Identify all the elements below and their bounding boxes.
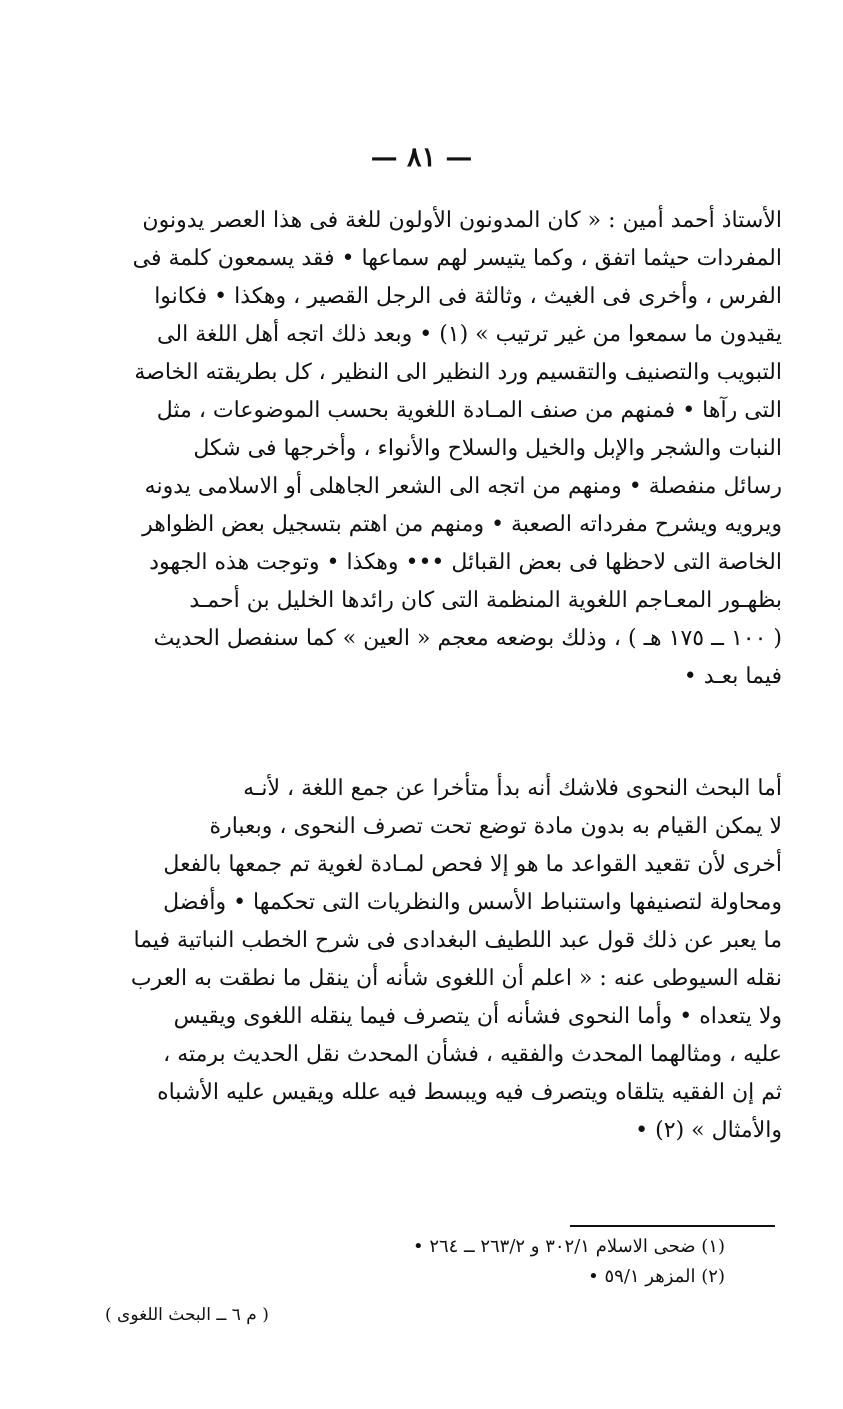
text-line: النبات والشجر والإبل والخيل والسلاح والأنواء ، وأخرجها فى شكل xyxy=(193,436,782,461)
text-line: التى رآها • فمنهم من صنف المـادة اللغوية بحسب الموضوعات ، مثل xyxy=(156,398,782,423)
text-line: بظهـور المعـاجم اللغوية المنظمة التى كان رائدها الخليل بن أحمـد xyxy=(189,588,782,613)
text-line: ومحاولة لتصنيفها واستنباط الأسس والنظريات التى تحكمها • وأفضل xyxy=(163,890,782,915)
text-line: يقيدون ما سمعوا من غير ترتيب » (١) • وبعد ذلك اتجه أهل اللغة الى xyxy=(157,322,782,347)
text-line: لا يمكن القيام به بدون مادة توضع تحت تصرف النحوى ، وبعبارة xyxy=(209,814,782,839)
footnote-divider xyxy=(570,1225,775,1227)
text-line: أما البحث النحوى فلاشك أنه بدأ متأخرا عن جمع اللغة ، لأنـه xyxy=(243,776,782,801)
text-line: ويرويه ويشرح مفرداته الصعبة • ومنهم من اهتم بتسجيل بعض الظواهر xyxy=(142,512,782,537)
text-line: الخاصة التى لاحظها فى بعض القبائل ••• وهكذا • وتوجت هذه الجهود xyxy=(149,550,782,575)
text-line: ما يعبر عن ذلك قول عبد اللطيف البغدادى فى شرح الخطب النباتية فيما xyxy=(133,928,782,953)
text-line: ولا يتعداه • وأما النحوى فشأنه أن يتصرف فيما ينقله اللغوى ويقيس xyxy=(173,1004,782,1029)
footnotes xyxy=(165,1232,725,1292)
footnote: (٢) المزهر ٥٩/١ • xyxy=(588,1266,725,1287)
text-line: الأستاذ أحمد أمين : « كان المدونون الأولون للغة فى هذا العصر يدونون xyxy=(142,208,782,233)
page-number: — ٨١ — xyxy=(370,142,473,173)
text-line: نقله السيوطى عنه : « اعلم أن اللغوى شأنه أن ينقل ما نطقت به العرب xyxy=(130,966,782,991)
text-line: ( ١٠٠ ــ ١٧٥ هـ ) ، وذلك بوضعه معجم « العين » كما سنفصل الحديث xyxy=(153,626,782,651)
paragraph-1 xyxy=(96,202,782,696)
text-line: أخرى لأن تقعيد القواعد ما هو إلا فحص لمـادة لغوية تم جمعها بالفعل xyxy=(163,852,782,877)
text-line: عليه ، ومثالهما المحدث والفقيه ، فشأن المحدث نقل الحديث برمته ، xyxy=(163,1042,782,1067)
footnote: (١) ضحى الاسلام ٣٠٢/١ و ٢٦٣/٢ ــ ٢٦٤ • xyxy=(412,1236,725,1257)
text-line: الفرس ، وأخرى فى الغيث ، وثالثة فى الرجل القصير ، وهكذا • فكانوا xyxy=(154,284,782,309)
text-line: والأمثال » (٢) • xyxy=(635,1118,782,1143)
signature-mark: ( م ٦ ــ البحث اللغوى ) xyxy=(105,1305,269,1325)
text-line: التبويب والتصنيف والتقسيم ورد النظير الى النظير ، كل بطريقته الخاصة xyxy=(134,360,782,385)
text-line: المفردات حيثما اتفق ، وكما يتيسر لهم سماعها • فقد يسمعون كلمة فى xyxy=(132,246,782,271)
text-line: ثم إن الفقيه يتلقاه ويتصرف فيه ويبسط فيه علله ويقيس عليه الأشباه xyxy=(157,1080,782,1105)
text-line: فيما بعـد • xyxy=(683,664,782,689)
paragraph-2 xyxy=(96,770,782,1150)
text-line: رسائل منفصلة • ومنهم من اتجه الى الشعر الجاهلى أو الاسلامى يدونه xyxy=(144,474,782,499)
